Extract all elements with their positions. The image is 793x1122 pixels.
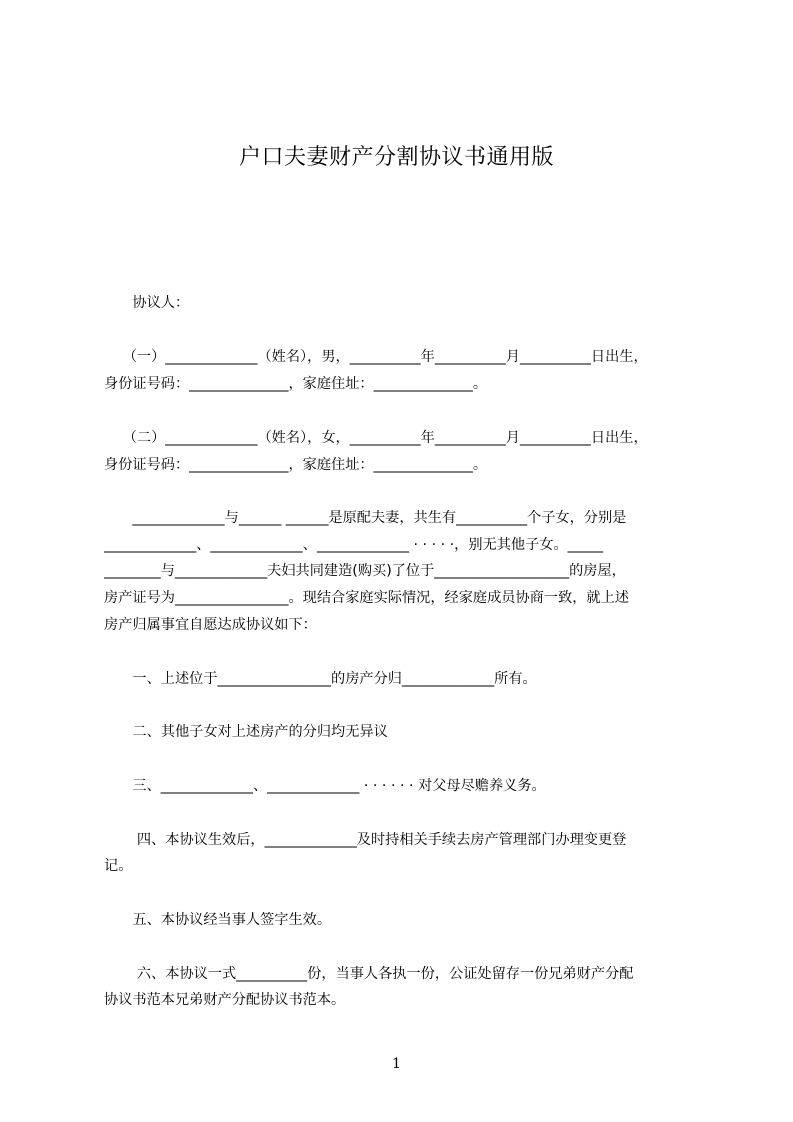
party-one-line-1: （一）_____________（姓名），男，__________年__________月__________日出生， bbox=[104, 349, 648, 365]
clause-three: 三、_____________、_____________ · · · · · · 对父母尽赡养义务。 bbox=[104, 778, 546, 794]
party-two-line-1: （二）_____________（姓名），女，__________年__________月__________日出生， bbox=[104, 430, 648, 446]
party-one-line-2: 身份证号码：______________，家庭住址：______________。 bbox=[104, 376, 488, 392]
clause-one: 一、上述位于________________的房产分归_____________所有。 bbox=[104, 671, 537, 687]
clause-six-line-2: 协议书范本兄弟财产分配协议书范本。 bbox=[104, 992, 346, 1008]
preamble-line-1: _____________与______ ______是原配夫妻，共生有__________个子女，分别是 bbox=[104, 510, 627, 526]
party-two-line-2: 身份证号码：______________，家庭住址：______________。 bbox=[104, 457, 488, 473]
clause-four-line-2: 记。 bbox=[104, 858, 133, 874]
document-title: 户口夫妻财产分割协议书通用版 bbox=[238, 145, 554, 170]
parties-heading: 协议人： bbox=[104, 295, 190, 311]
clause-four-line-1: 四、本协议生效后，_____________及时持相关手续去房产管理部门办理变更登 bbox=[104, 832, 627, 848]
clause-six-line-1: 六、本协议一式__________份，当事人各执一份，公证处留存一份兄弟财产分配 bbox=[104, 966, 634, 982]
page-number: 1 bbox=[392, 1056, 401, 1072]
preamble-line-5: 房产归属事宜自愿达成协议如下： bbox=[104, 617, 317, 633]
clause-two: 二、其他子女对上述房产的分归均无异议 bbox=[104, 724, 388, 740]
clause-five: 五、本协议经当事人签字生效。 bbox=[104, 912, 332, 928]
preamble-line-2: _____________、_____________、_____________ · · · · ·，别无其他子女。_____ bbox=[104, 537, 604, 553]
preamble-line-3: ________与_____________夫妇共同建造(购买)了位于___________________的房屋， bbox=[104, 563, 626, 579]
preamble-line-4: 房产证号为________________。现结合家庭实际情况，经家庭成员协商一致，就上述 bbox=[104, 590, 629, 606]
